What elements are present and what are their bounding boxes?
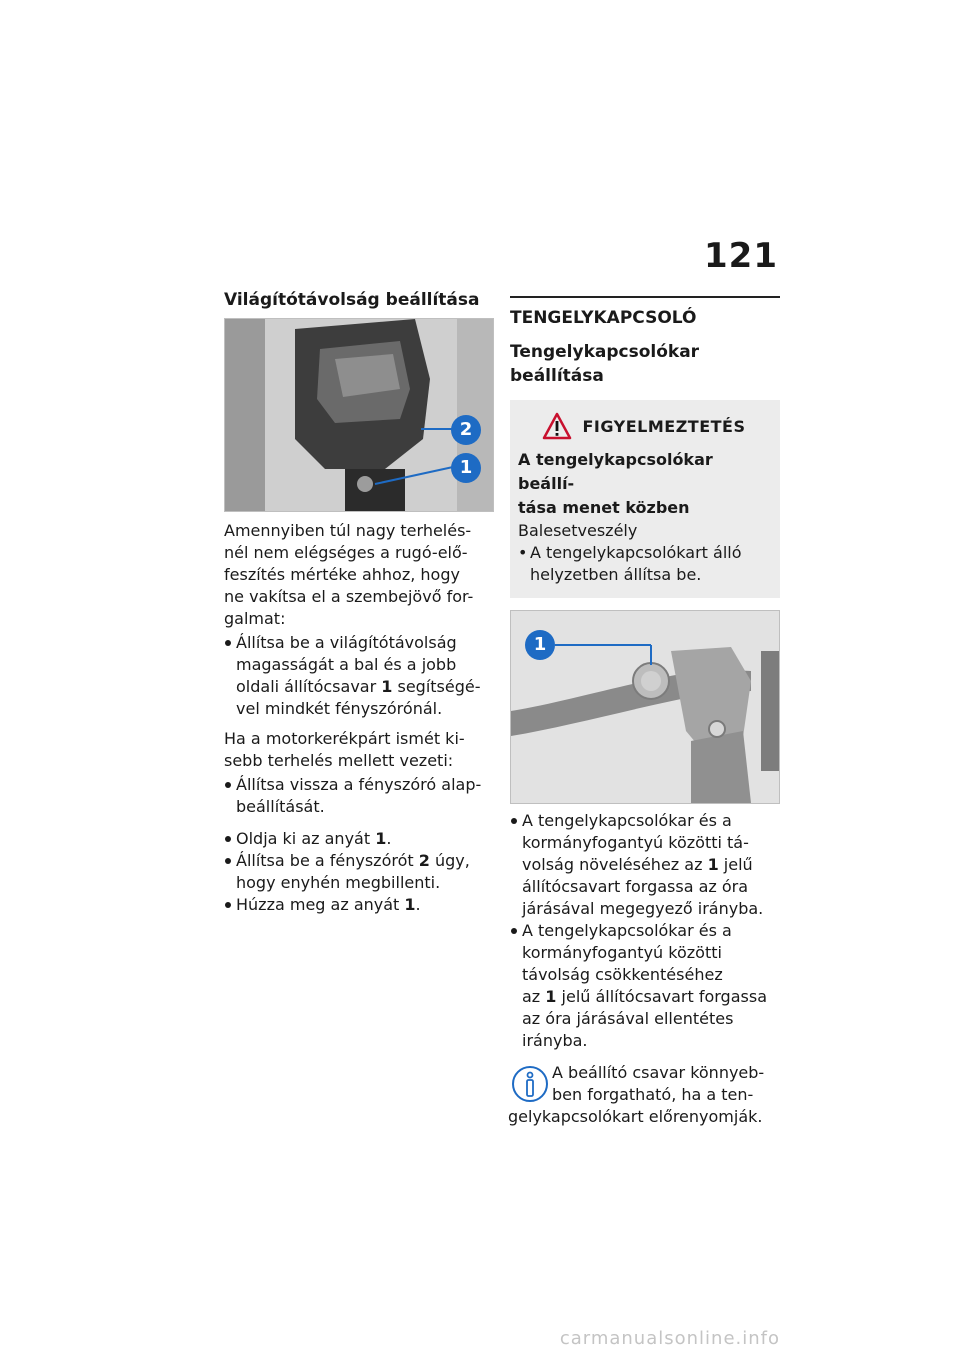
list-item bbox=[510, 920, 780, 1052]
text-line: nél nem elégséges a rugó-elő- bbox=[224, 543, 468, 562]
text-line bbox=[522, 854, 780, 876]
ref-number: 1 bbox=[404, 895, 416, 914]
reduced-load-paragraph bbox=[224, 728, 494, 772]
text-span: Állítsa be a fényszórót bbox=[236, 851, 419, 870]
section-heading-headlight: Világítótávolság beállítása bbox=[224, 290, 480, 310]
section-title: TENGELYKAPCSOLÓ bbox=[510, 308, 697, 328]
text-line bbox=[522, 986, 780, 1008]
list-item bbox=[224, 894, 494, 916]
headlight-figure bbox=[224, 318, 494, 512]
warning-bullet bbox=[518, 542, 770, 586]
text-span: . bbox=[386, 829, 392, 848]
callout-2: 2 bbox=[451, 415, 481, 445]
list-item bbox=[224, 632, 494, 720]
text-line: A tengelykapcsolókar és a bbox=[522, 811, 732, 830]
text-line: ben forgatható, ha a ten- bbox=[552, 1085, 754, 1104]
text-line: kormányfogantyú közötti tá- bbox=[522, 833, 749, 852]
warning-title: FIGYELMEZTETÉS bbox=[582, 416, 746, 436]
ref-number: 1 bbox=[375, 829, 387, 848]
info-note bbox=[510, 1062, 780, 1106]
right-column bbox=[510, 296, 780, 1128]
list-item bbox=[510, 810, 780, 920]
text-line: távolság csökkentéséhez bbox=[522, 965, 723, 984]
ref-number: 1 bbox=[545, 987, 557, 1006]
bullet-list-1 bbox=[224, 632, 494, 720]
text-line: vel mindkét fényszórónál. bbox=[236, 699, 443, 718]
info-text-continued: gelykapcsolókart előrenyomják. bbox=[508, 1107, 763, 1126]
section-rule bbox=[510, 296, 780, 298]
list-item bbox=[224, 828, 494, 850]
text-line: Állítsa be a világítótávolság bbox=[236, 633, 457, 652]
warning-triangle-icon bbox=[542, 412, 572, 440]
clutch-bullet-list bbox=[510, 810, 780, 1052]
text-line: sebb terhelés mellett vezeti: bbox=[224, 751, 454, 770]
text-span: jelű bbox=[718, 855, 753, 874]
text-line: A tengelykapcsolókar és a bbox=[522, 921, 732, 940]
warning-text: Balesetveszély bbox=[518, 521, 638, 540]
text-line: az óra járásával ellentétes bbox=[522, 1009, 734, 1028]
text-line: tása menet közben bbox=[518, 498, 690, 517]
text-line: beállítását. bbox=[236, 797, 325, 816]
text-line: járásával megegyező irányba. bbox=[522, 899, 764, 918]
intro-paragraph bbox=[224, 520, 494, 630]
text-line: Ha a motorkerékpárt ismét ki- bbox=[224, 729, 465, 748]
text-span: jelű állítócsavart forgassa bbox=[556, 987, 767, 1006]
text-line: hogy enyhén megbillenti. bbox=[236, 873, 441, 892]
ref-number: 2 bbox=[418, 851, 430, 870]
text-line: helyzetben állítsa be. bbox=[530, 565, 702, 584]
text-line: galmat: bbox=[224, 609, 286, 628]
warning-box bbox=[510, 400, 780, 598]
warning-header bbox=[518, 412, 770, 440]
ref-number: 1 bbox=[381, 677, 393, 696]
text-span: úgy, bbox=[429, 851, 470, 870]
callout-1: 1 bbox=[525, 630, 555, 660]
section-heading-clutch: Tengelykapcsolókar beállítása bbox=[510, 342, 700, 386]
page-number: 121 bbox=[704, 236, 778, 276]
text-line: A tengelykapcsolókar beállí- bbox=[518, 450, 713, 493]
text-line: • A tengelykapcsolókart álló bbox=[530, 543, 742, 562]
text-line: állítócsavart forgassa az óra bbox=[522, 877, 749, 896]
text-line: ne vakítsa el a szembejövő for- bbox=[224, 587, 474, 606]
text-span: segítségé- bbox=[392, 677, 481, 696]
text-span: Húzza meg az anyát bbox=[236, 895, 405, 914]
clutch-lever-figure bbox=[510, 610, 780, 804]
text-span: Oldja ki az anyát bbox=[236, 829, 376, 848]
text-line: A beállító csavar könnyeb- bbox=[552, 1063, 765, 1082]
text-line bbox=[236, 850, 494, 872]
text-line: kormányfogantyú közötti bbox=[522, 943, 722, 962]
text-line: irányba. bbox=[522, 1031, 588, 1050]
info-icon bbox=[510, 1064, 550, 1104]
text-line: feszítés mértéke ahhoz, hogy bbox=[224, 565, 460, 584]
left-column bbox=[224, 288, 494, 916]
text-span: az bbox=[522, 987, 546, 1006]
info-text bbox=[552, 1062, 764, 1106]
ref-number: 1 bbox=[707, 855, 719, 874]
text-span: . bbox=[415, 895, 421, 914]
text-line: magasságát a bal és a jobb bbox=[236, 655, 457, 674]
watermark: carmanualsonline.info bbox=[559, 1328, 780, 1349]
text-span: oldali állítócsavar bbox=[236, 677, 382, 696]
list-item bbox=[224, 774, 494, 818]
text-span: volság növeléséhez az bbox=[522, 855, 708, 874]
text-line: Állítsa vissza a fényszóró alap- bbox=[236, 775, 482, 794]
list-item bbox=[224, 850, 494, 894]
headlight-illustration bbox=[225, 319, 493, 511]
text-line bbox=[236, 676, 494, 698]
bullet-list-2 bbox=[224, 774, 494, 916]
text-line: Amennyiben túl nagy terhelés- bbox=[224, 521, 472, 540]
callout-1: 1 bbox=[451, 453, 481, 483]
warning-subtitle bbox=[518, 448, 770, 520]
